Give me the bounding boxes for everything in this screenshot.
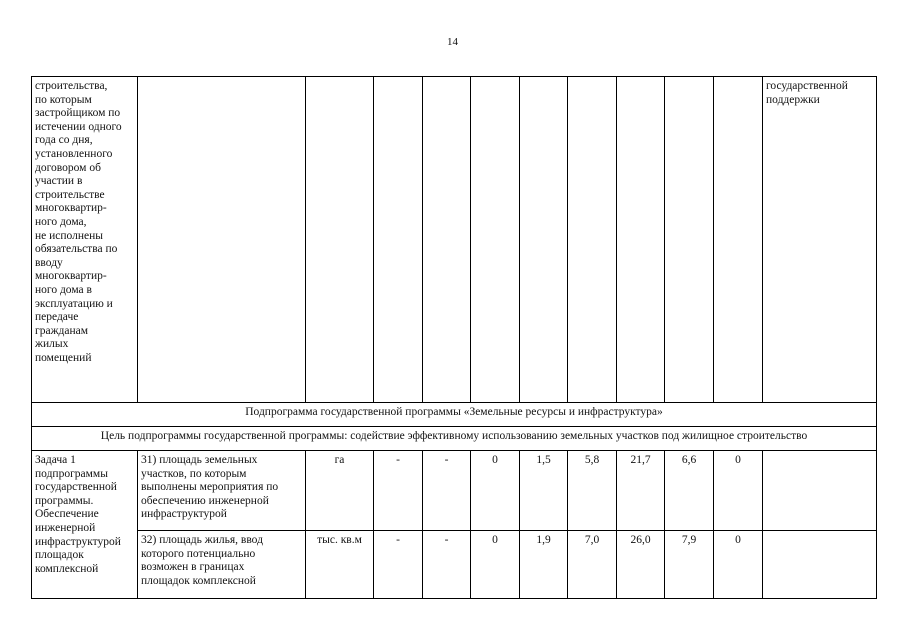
table-row-indicator-32	[32, 531, 877, 599]
indicator-value: -	[423, 451, 471, 531]
indicator-value: 1,9	[520, 531, 568, 599]
empty-cell	[471, 77, 520, 403]
empty-cell	[617, 77, 665, 403]
table-row-goal	[32, 427, 877, 451]
indicator-value: 21,7	[617, 451, 665, 531]
indicator-unit: тыс. кв.м	[306, 531, 374, 599]
empty-cell	[306, 77, 374, 403]
empty-cell	[374, 77, 423, 403]
indicators-table	[31, 76, 877, 599]
indicator-name: 31) площадь земельных участков, по которым выполнены мероприятия по обеспечению инженерной инфраструктурой	[138, 451, 306, 531]
task-label: Задача 1 подпрограммы государственной программы. Обеспечение инженерной инфраструктурой площадок комплексной	[32, 451, 138, 599]
subprogram-heading: Подпрограмма государственной программы «Земельные ресурсы и инфраструктура»	[32, 403, 877, 427]
page-number: 14	[447, 36, 458, 48]
indicator-value: 6,6	[665, 451, 714, 531]
table-row-subprogram	[32, 403, 877, 427]
table-row-indicator-31	[32, 451, 877, 531]
empty-cell	[568, 77, 617, 403]
indicator-value: 1,5	[520, 451, 568, 531]
indicator-note	[763, 451, 877, 531]
indicator-value: -	[374, 531, 423, 599]
empty-cell	[423, 77, 471, 403]
indicator-value: -	[423, 531, 471, 599]
indicator-value: -	[374, 451, 423, 531]
indicator-value: 5,8	[568, 451, 617, 531]
empty-cell	[138, 77, 306, 403]
indicator-value: 7,0	[568, 531, 617, 599]
empty-cell	[520, 77, 568, 403]
indicator-value: 7,9	[665, 531, 714, 599]
continuation-note-text: государственной поддержки	[763, 77, 877, 403]
indicator-note	[763, 531, 877, 599]
indicator-value: 0	[471, 531, 520, 599]
indicator-value: 26,0	[617, 531, 665, 599]
goal-heading: Цель подпрограммы государственной программы: содействие эффективному использованию земельных участков под жилищное строительство	[32, 427, 877, 451]
empty-cell	[665, 77, 714, 403]
table-row-continuation	[32, 77, 877, 403]
empty-cell	[714, 77, 763, 403]
indicator-value: 0	[714, 451, 763, 531]
indicator-value: 0	[714, 531, 763, 599]
indicator-value: 0	[471, 451, 520, 531]
indicator-name: 32) площадь жилья, ввод которого потенциально возможен в границах площадок комплексной	[138, 531, 306, 599]
indicator-unit: га	[306, 451, 374, 531]
continuation-indicator-text: строительства, по которым застройщиком по истечении одного года со дня, установленного договором об участии в строительстве многоквартир- ного дома, не исполнены обязательства по вводу многоквартир- ного дома в эксплуатацию и передаче гражданам жилых помещений	[32, 77, 138, 403]
